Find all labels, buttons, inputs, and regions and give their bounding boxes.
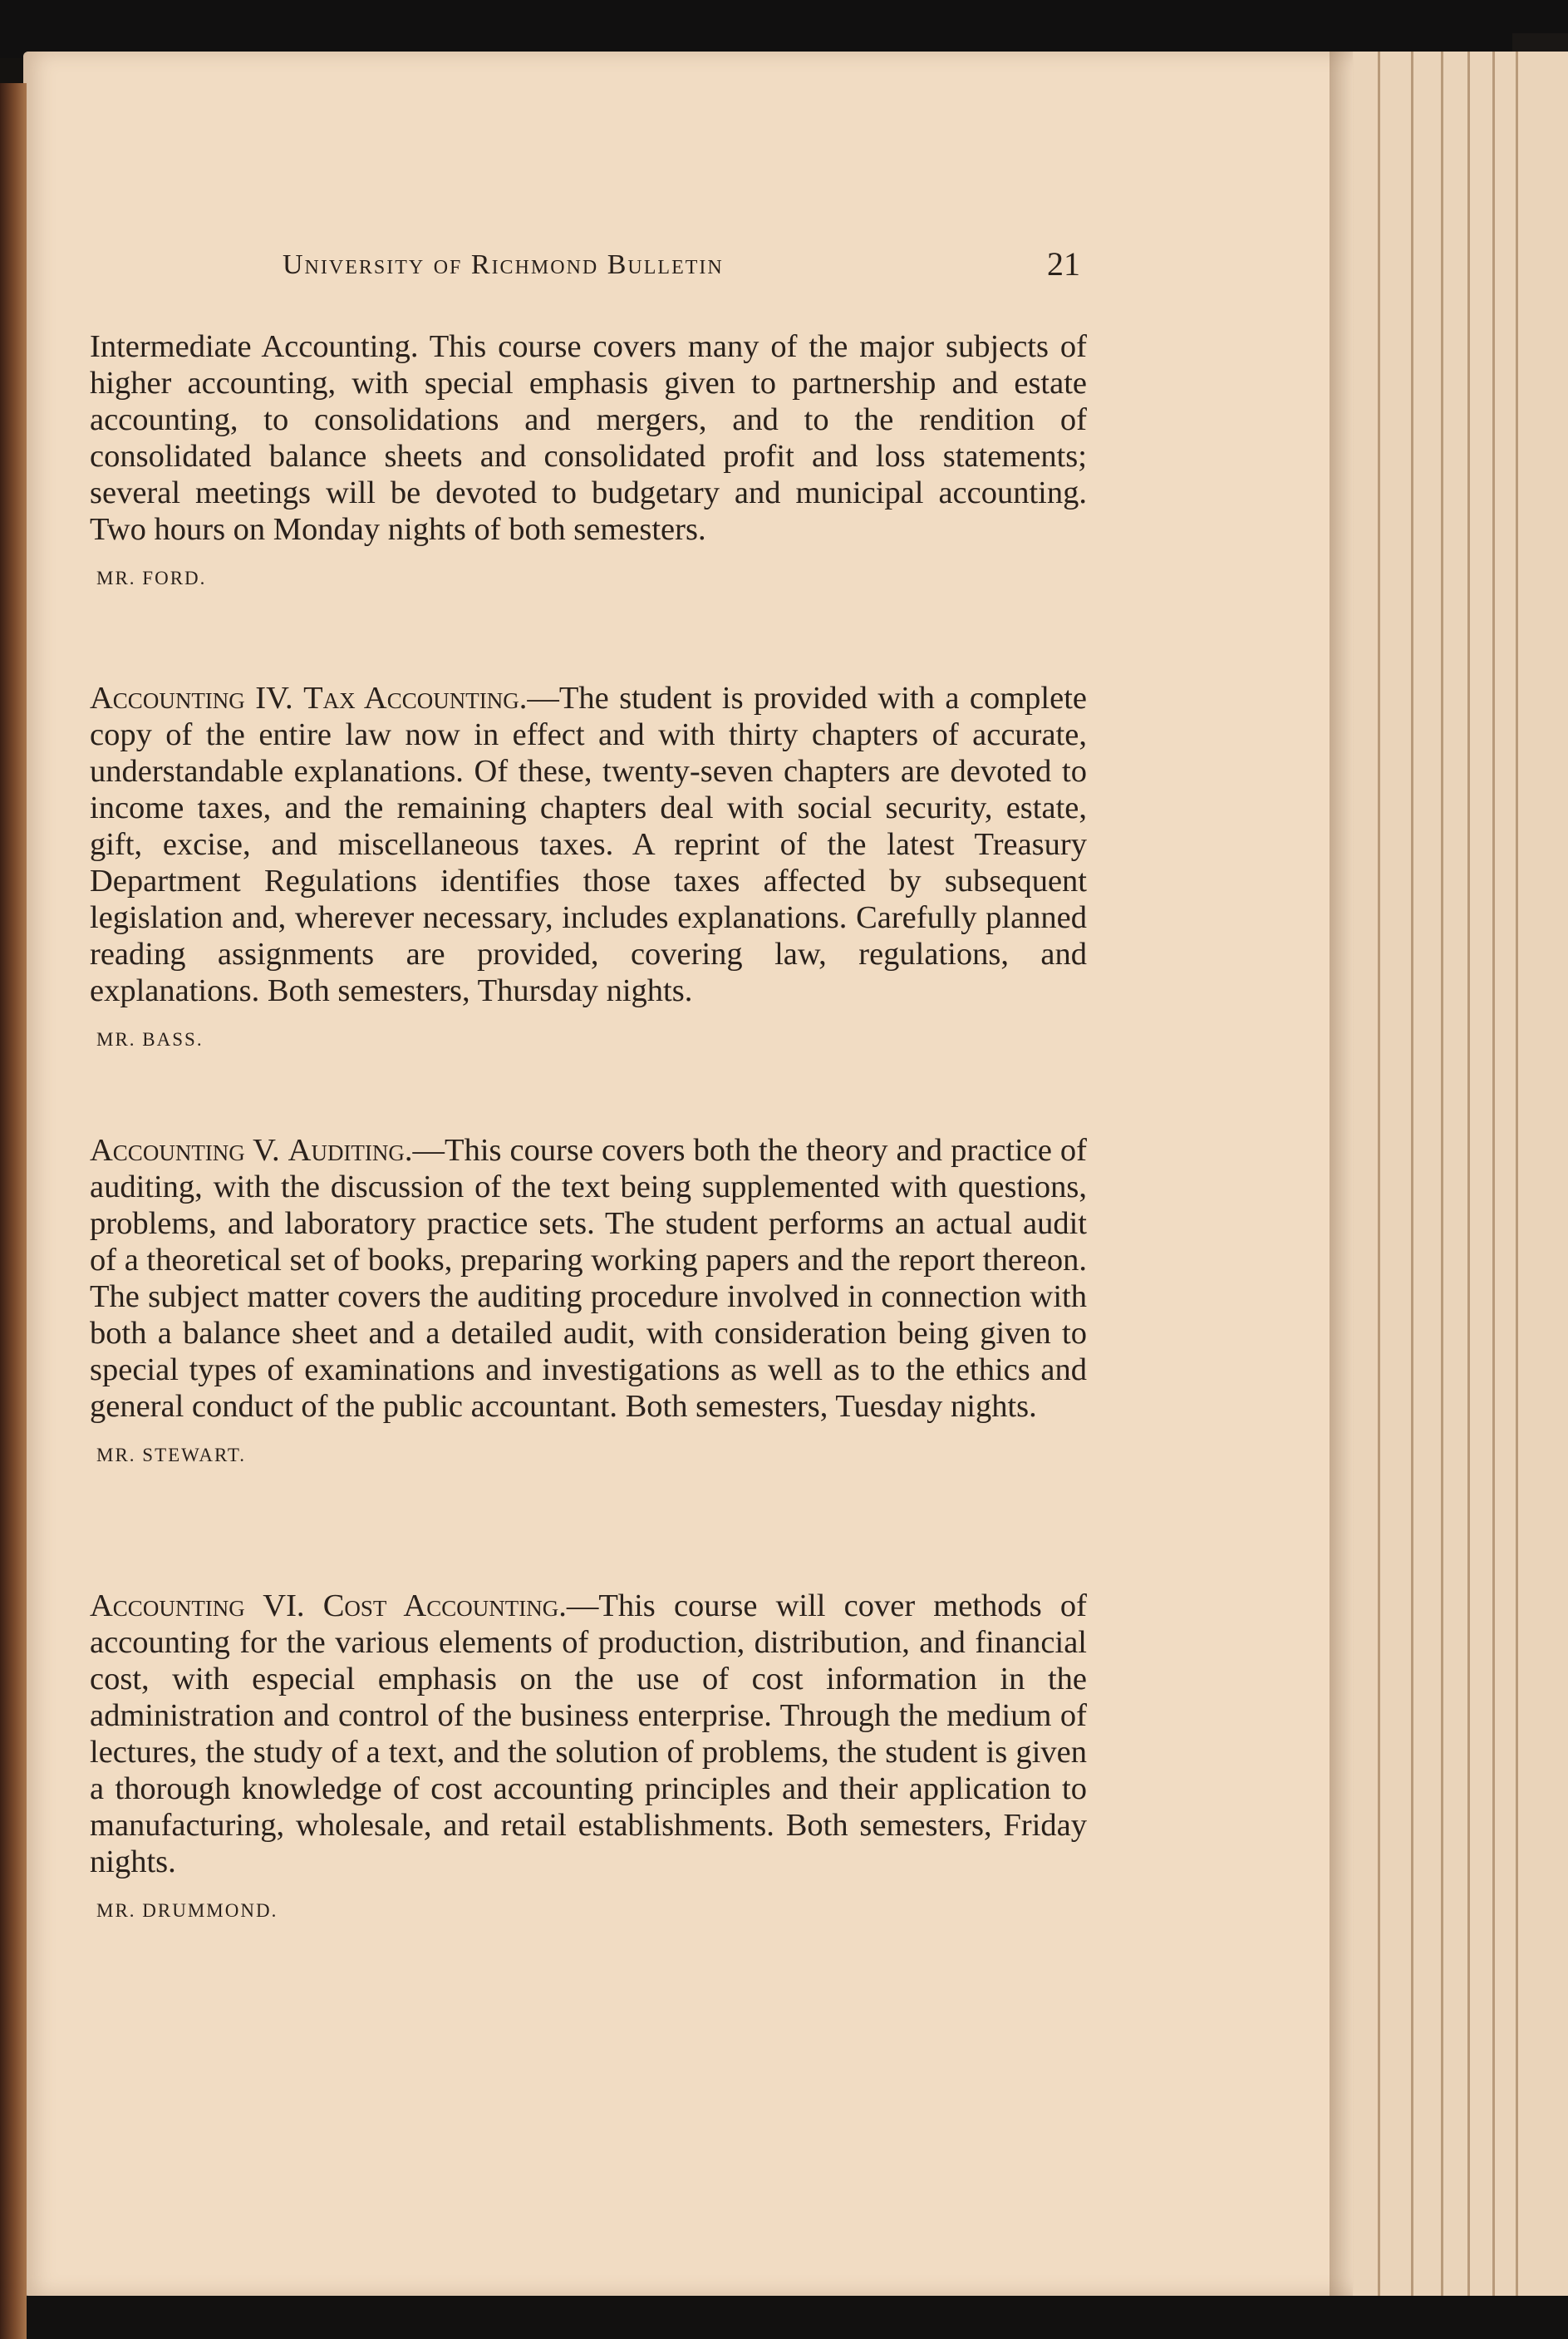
page-edge-line xyxy=(1441,52,1443,2296)
course-section-accounting-v xyxy=(90,1132,1087,1466)
page-edges xyxy=(1330,52,1568,2296)
page-edge-line xyxy=(1516,52,1518,2296)
course-text: Intermediate Accounting. This course covers many of the major subjects of higher accounting, with special emphasis given to partnership and estate accounting, to consolidations and mergers, and to the rendition of consolidated balance sheets and consolidated profit and loss statements; several meetings will be devoted to budgetary and municipal accounting. Two hours on Monday nights of both semesters. xyxy=(90,329,1087,547)
course-description xyxy=(90,1588,1087,1880)
page-edge-line xyxy=(1378,52,1380,2296)
course-subject: Auditing. xyxy=(288,1133,413,1168)
course-number: Accounting V. xyxy=(90,1133,280,1168)
course-description xyxy=(90,680,1087,1009)
course-subject: Cost Accounting. xyxy=(322,1588,567,1623)
page-edge-line xyxy=(1411,52,1413,2296)
instructor-name: MR. FORD. xyxy=(96,568,207,588)
course-subject: Tax Accounting. xyxy=(303,681,528,716)
course-description xyxy=(90,328,1087,548)
page-edge-shadow xyxy=(1330,52,1354,2296)
course-number: Accounting IV. xyxy=(90,681,293,716)
header-title: University of Richmond Bulletin xyxy=(283,249,724,280)
scan-background-top xyxy=(0,0,1568,58)
instructor-name: MR. BASS. xyxy=(96,1029,204,1050)
page-number: 21 xyxy=(1047,245,1080,283)
instructor-name: MR. DRUMMOND. xyxy=(96,1900,278,1921)
course-section-intermediate xyxy=(90,328,1087,589)
course-number: Accounting VI. xyxy=(90,1588,305,1623)
course-description xyxy=(90,1132,1087,1425)
course-text: —This course will cover methods of accounting for the various elements of production, distribution, and financial cost, with especial emphasis on the use of cost information in the administration and control of the business enterprise. Through the medium of lectures, the study of a text, and the solution of problems, the student is given a thorough knowledge of cost accounting principles and their application to manufacturing, wholesale, and retail establishments. Both semesters, Friday nights. xyxy=(90,1588,1087,1879)
course-text: —The student is provided with a complete copy of the entire law now in effect and with thirty chapters of accurate, understandable explanations. Of these, twenty-seven chapters are devoted to income taxes, and the remaining chapters deal with social security, estate, gift, excise, and miscellaneous taxes. A reprint of the latest Treasury Department Regulations identifies those taxes affected by subsequent legislation and, wherever necessary, includes explanations. Carefully planned reading assignments are provided, covering law, regulations, and explanations. Both semesters, Thursday nights. xyxy=(90,681,1087,1008)
scan-background-bottom xyxy=(0,2296,1568,2339)
course-text: —This course covers both the theory and practice of auditing, with the discussion of the text being supplemented with questions, problems, and laboratory practice sets. The student performs an actual audit of a theoretical set of books, preparing working papers and the report thereon. The subject matter covers the auditing procedure involved in connection with both a balance sheet and a detailed audit, with consideration being given to special types of examinations and investigations as well as to the ethics and general conduct of the public accountant. Both semesters, Tuesday nights. xyxy=(90,1133,1088,1424)
book-binding xyxy=(0,83,27,2339)
page-edge-line xyxy=(1467,52,1470,2296)
course-section-accounting-iv xyxy=(90,680,1087,1051)
running-header xyxy=(283,245,1080,299)
instructor-name: MR. STEWART. xyxy=(96,1445,247,1465)
course-section-accounting-vi xyxy=(90,1588,1087,1922)
page-edge-line xyxy=(1492,52,1495,2296)
